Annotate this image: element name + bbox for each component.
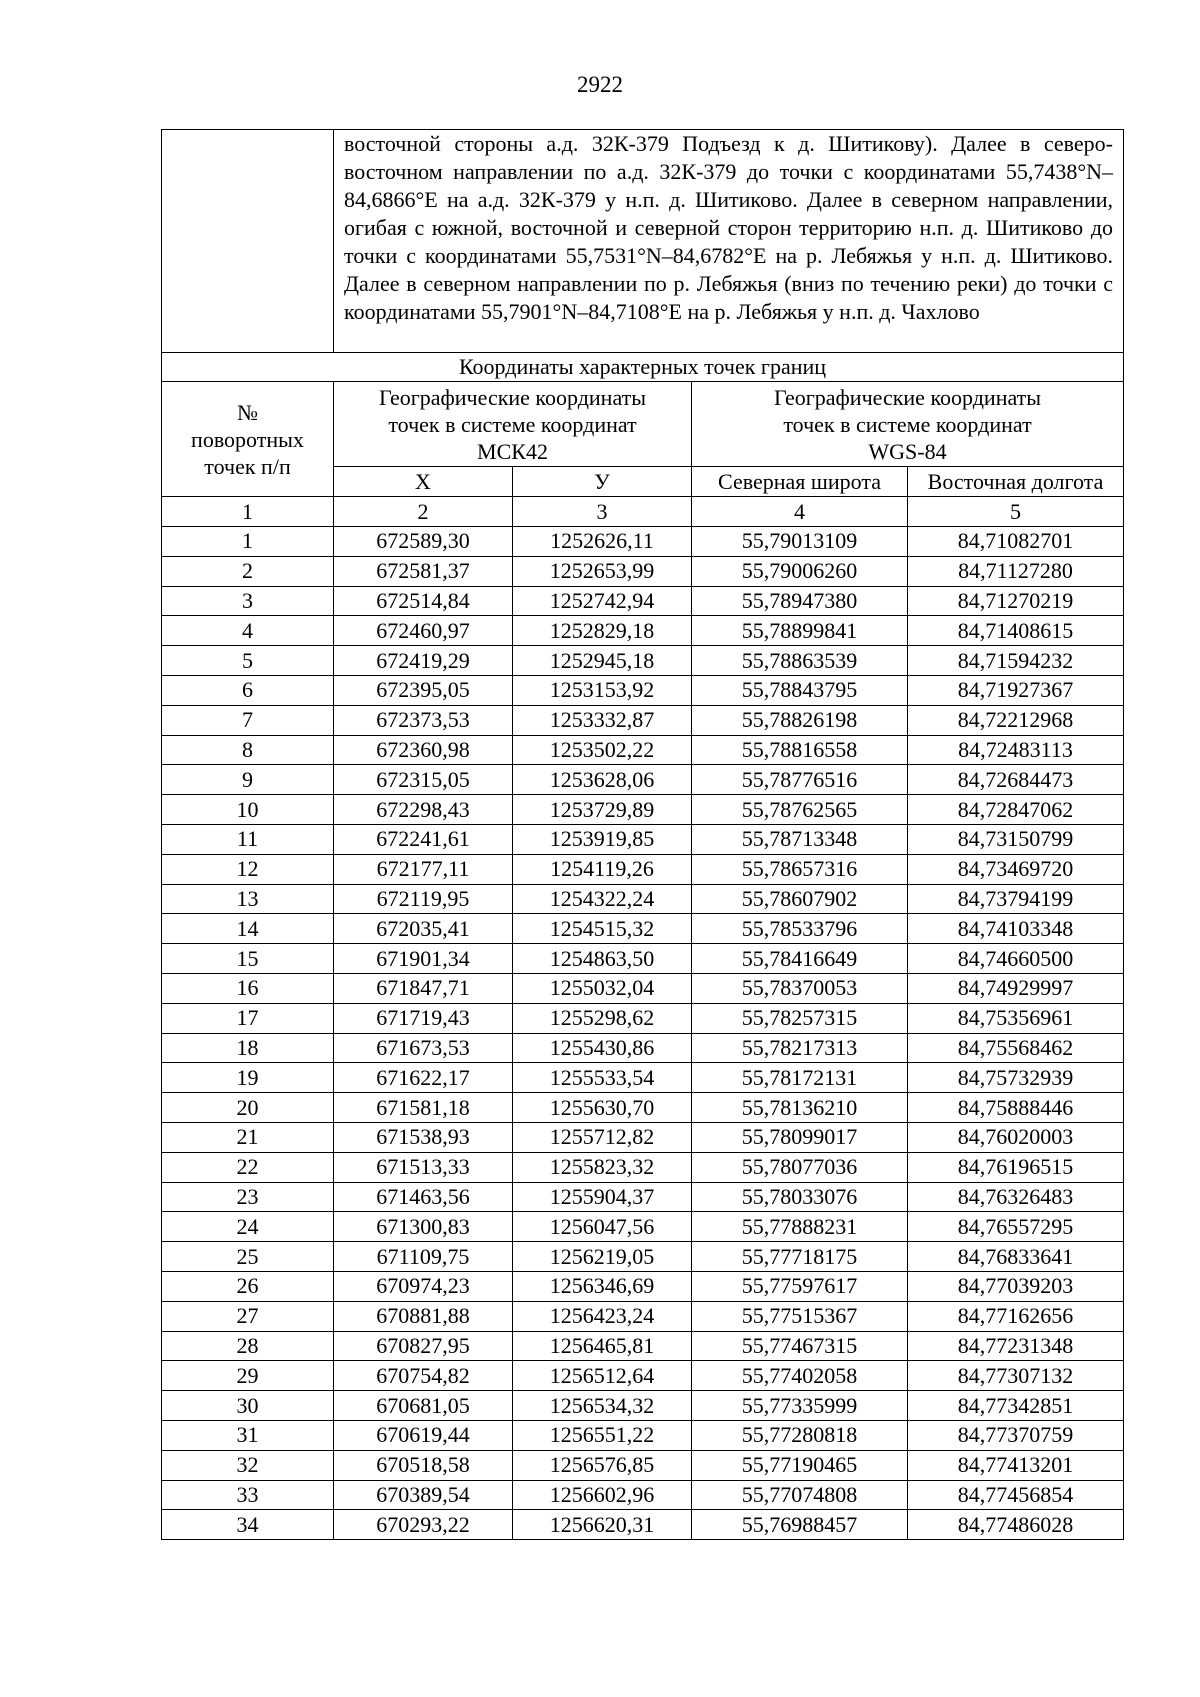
msk42-y-cell: 1254119,26 xyxy=(513,854,692,884)
msk42-y-cell: 1255032,04 xyxy=(513,973,692,1003)
latitude-cell: 55,79006260 xyxy=(692,556,908,586)
longitude-cell: 84,73794199 xyxy=(908,884,1124,914)
table-row xyxy=(162,556,1124,586)
longitude-cell: 84,71594232 xyxy=(908,646,1124,676)
longitude-cell: 84,74660500 xyxy=(908,944,1124,974)
point-number-cell: 12 xyxy=(162,854,334,884)
longitude-cell: 84,72847062 xyxy=(908,795,1124,825)
page-number: 2922 xyxy=(577,72,623,97)
point-number-cell: 2 xyxy=(162,556,334,586)
latitude-cell: 55,78826198 xyxy=(692,705,908,735)
column-number: 4 xyxy=(692,497,908,527)
msk42-x-cell: 672360,98 xyxy=(334,735,513,765)
longitude-cell: 84,77486028 xyxy=(908,1510,1124,1540)
longitude-cell: 84,77456854 xyxy=(908,1480,1124,1510)
msk42-x-cell: 672373,53 xyxy=(334,705,513,735)
point-number-cell: 16 xyxy=(162,973,334,1003)
table-row xyxy=(162,616,1124,646)
msk42-y-cell: 1254863,50 xyxy=(513,944,692,974)
msk42-x-cell: 671109,75 xyxy=(334,1242,513,1272)
msk42-x-cell: 671513,33 xyxy=(334,1152,513,1182)
longitude-cell: 84,72212968 xyxy=(908,705,1124,735)
msk42-y-cell: 1255298,62 xyxy=(513,1003,692,1033)
point-number-cell: 17 xyxy=(162,1003,334,1033)
msk42-y-cell: 1254515,32 xyxy=(513,914,692,944)
point-number-cell: 21 xyxy=(162,1122,334,1152)
longitude-cell: 84,75568462 xyxy=(908,1033,1124,1063)
msk42-y-cell: 1253729,89 xyxy=(513,795,692,825)
msk42-y-cell: 1256512,64 xyxy=(513,1361,692,1391)
table-row xyxy=(162,795,1124,825)
msk42-y-cell: 1252626,11 xyxy=(513,527,692,557)
msk42-y-cell: 1256534,32 xyxy=(513,1391,692,1421)
msk42-x-cell: 671847,71 xyxy=(334,973,513,1003)
point-number-cell: 24 xyxy=(162,1212,334,1242)
msk42-x-cell: 672035,41 xyxy=(334,914,513,944)
msk42-y-cell: 1256465,81 xyxy=(513,1331,692,1361)
latitude-cell: 55,78033076 xyxy=(692,1182,908,1212)
header-x: X xyxy=(334,467,513,497)
latitude-cell: 55,78762565 xyxy=(692,795,908,825)
table-row xyxy=(162,854,1124,884)
point-number-cell: 29 xyxy=(162,1361,334,1391)
msk42-y-cell: 1252742,94 xyxy=(513,586,692,616)
latitude-cell: 55,77467315 xyxy=(692,1331,908,1361)
table-row xyxy=(162,914,1124,944)
longitude-cell: 84,75356961 xyxy=(908,1003,1124,1033)
table-row xyxy=(162,1242,1124,1272)
longitude-cell: 84,77413201 xyxy=(908,1450,1124,1480)
latitude-cell: 55,77597617 xyxy=(692,1271,908,1301)
point-number-cell: 9 xyxy=(162,765,334,795)
msk42-x-cell: 670827,95 xyxy=(334,1331,513,1361)
table-row xyxy=(162,824,1124,854)
msk42-y-cell: 1253919,85 xyxy=(513,824,692,854)
table-row xyxy=(162,1063,1124,1093)
msk42-x-cell: 670293,22 xyxy=(334,1510,513,1540)
point-number-cell: 11 xyxy=(162,824,334,854)
point-number-cell: 26 xyxy=(162,1271,334,1301)
msk42-y-cell: 1252945,18 xyxy=(513,646,692,676)
msk42-y-cell: 1256576,85 xyxy=(513,1450,692,1480)
table-row xyxy=(162,735,1124,765)
msk42-x-cell: 671901,34 xyxy=(334,944,513,974)
table-row xyxy=(162,1331,1124,1361)
latitude-cell: 55,77335999 xyxy=(692,1391,908,1421)
coordinates-table xyxy=(161,129,1124,1540)
longitude-cell: 84,71927367 xyxy=(908,675,1124,705)
latitude-cell: 55,77402058 xyxy=(692,1361,908,1391)
msk42-x-cell: 672241,61 xyxy=(334,824,513,854)
latitude-cell: 55,78257315 xyxy=(692,1003,908,1033)
table-row xyxy=(162,884,1124,914)
longitude-cell: 84,71127280 xyxy=(908,556,1124,586)
latitude-cell: 55,78607902 xyxy=(692,884,908,914)
msk42-y-cell: 1255712,82 xyxy=(513,1122,692,1152)
header-wgs84: Географические координаты точек в системе координат WGS-84 xyxy=(692,382,1124,467)
point-number-cell: 13 xyxy=(162,884,334,914)
longitude-cell: 84,71408615 xyxy=(908,616,1124,646)
table-row xyxy=(162,1093,1124,1123)
longitude-cell: 84,77231348 xyxy=(908,1331,1124,1361)
latitude-cell: 55,78533796 xyxy=(692,914,908,944)
point-number-cell: 32 xyxy=(162,1450,334,1480)
msk42-y-cell: 1252653,99 xyxy=(513,556,692,586)
latitude-cell: 55,78099017 xyxy=(692,1122,908,1152)
msk42-x-cell: 670681,05 xyxy=(334,1391,513,1421)
longitude-cell: 84,77307132 xyxy=(908,1361,1124,1391)
column-number: 1 xyxy=(162,497,334,527)
point-number-cell: 3 xyxy=(162,586,334,616)
point-number-cell: 19 xyxy=(162,1063,334,1093)
table-row xyxy=(162,675,1124,705)
longitude-cell: 84,77162656 xyxy=(908,1301,1124,1331)
table-row xyxy=(162,1033,1124,1063)
table-row xyxy=(162,1480,1124,1510)
boundary-description: восточной стороны а.д. 32К-379 Подъезд к д. Шитикову). Далее в северо-восточном направлении по а.д. 32К-379 до точки с координатами 55,7438°N–84,6866°E на а.д. 32К-379 у н.п. д. Шитиково. Далее в северном направлении, огибая с южной, восточной и северной сторон территорию н.п. д. Шитиково до точки с координатами 55,7531°N–84,6782°E на р. Лебяжья у н.п. д. Шитиково. Далее в северном направлении по р. Лебяжья (вниз по течению реки) до точки с координатами 55,7901°N–84,7108°E на р. Лебяжья у н.п. д. Чахлово xyxy=(334,130,1124,353)
table-row xyxy=(162,527,1124,557)
msk42-y-cell: 1253628,06 xyxy=(513,765,692,795)
msk42-y-cell: 1256551,22 xyxy=(513,1420,692,1450)
column-number-row xyxy=(162,497,1124,527)
msk42-x-cell: 672589,30 xyxy=(334,527,513,557)
longitude-cell: 84,77039203 xyxy=(908,1271,1124,1301)
longitude-cell: 84,76326483 xyxy=(908,1182,1124,1212)
table-row xyxy=(162,1391,1124,1421)
longitude-cell: 84,76196515 xyxy=(908,1152,1124,1182)
msk42-y-cell: 1256620,31 xyxy=(513,1510,692,1540)
point-number-cell: 5 xyxy=(162,646,334,676)
msk42-x-cell: 672581,37 xyxy=(334,556,513,586)
longitude-cell: 84,74103348 xyxy=(908,914,1124,944)
table-row xyxy=(162,1212,1124,1242)
table-row xyxy=(162,944,1124,974)
msk42-y-cell: 1255533,54 xyxy=(513,1063,692,1093)
latitude-cell: 55,78899841 xyxy=(692,616,908,646)
latitude-cell: 55,77280818 xyxy=(692,1420,908,1450)
msk42-x-cell: 672419,29 xyxy=(334,646,513,676)
msk42-y-cell: 1254322,24 xyxy=(513,884,692,914)
latitude-cell: 55,78217313 xyxy=(692,1033,908,1063)
msk42-x-cell: 670881,88 xyxy=(334,1301,513,1331)
longitude-cell: 84,76020003 xyxy=(908,1122,1124,1152)
header-latitude: Северная широта xyxy=(692,467,908,497)
section-title: Координаты характерных точек границ xyxy=(162,353,1124,382)
point-number-cell: 25 xyxy=(162,1242,334,1272)
latitude-cell: 55,78863539 xyxy=(692,646,908,676)
longitude-cell: 84,73150799 xyxy=(908,824,1124,854)
msk42-y-cell: 1253332,87 xyxy=(513,705,692,735)
latitude-cell: 55,77074808 xyxy=(692,1480,908,1510)
msk42-x-cell: 672514,84 xyxy=(334,586,513,616)
msk42-x-cell: 672119,95 xyxy=(334,884,513,914)
point-number-cell: 20 xyxy=(162,1093,334,1123)
point-number-cell: 1 xyxy=(162,527,334,557)
point-number-cell: 6 xyxy=(162,675,334,705)
longitude-cell: 84,74929997 xyxy=(908,973,1124,1003)
column-number: 3 xyxy=(513,497,692,527)
table-row xyxy=(162,1003,1124,1033)
table-row xyxy=(162,586,1124,616)
point-number-cell: 18 xyxy=(162,1033,334,1063)
latitude-cell: 55,76988457 xyxy=(692,1510,908,1540)
msk42-x-cell: 671622,17 xyxy=(334,1063,513,1093)
msk42-x-cell: 670754,82 xyxy=(334,1361,513,1391)
msk42-x-cell: 671673,53 xyxy=(334,1033,513,1063)
point-number-cell: 34 xyxy=(162,1510,334,1540)
msk42-y-cell: 1256423,24 xyxy=(513,1301,692,1331)
point-number-cell: 28 xyxy=(162,1331,334,1361)
longitude-cell: 84,77342851 xyxy=(908,1391,1124,1421)
longitude-cell: 84,72483113 xyxy=(908,735,1124,765)
table-row xyxy=(162,1510,1124,1540)
msk42-x-cell: 672298,43 xyxy=(334,795,513,825)
point-number-cell: 8 xyxy=(162,735,334,765)
description-row xyxy=(162,130,1124,353)
msk42-y-cell: 1255630,70 xyxy=(513,1093,692,1123)
msk42-x-cell: 672395,05 xyxy=(334,675,513,705)
msk42-y-cell: 1256219,05 xyxy=(513,1242,692,1272)
table-row xyxy=(162,1301,1124,1331)
longitude-cell: 84,76833641 xyxy=(908,1242,1124,1272)
longitude-cell: 84,71082701 xyxy=(908,527,1124,557)
msk42-x-cell: 671581,18 xyxy=(334,1093,513,1123)
table-row xyxy=(162,1450,1124,1480)
msk42-x-cell: 671538,93 xyxy=(334,1122,513,1152)
msk42-x-cell: 672460,97 xyxy=(334,616,513,646)
point-number-cell: 10 xyxy=(162,795,334,825)
latitude-cell: 55,78713348 xyxy=(692,824,908,854)
longitude-cell: 84,77370759 xyxy=(908,1420,1124,1450)
latitude-cell: 55,78172131 xyxy=(692,1063,908,1093)
longitude-cell: 84,75732939 xyxy=(908,1063,1124,1093)
latitude-cell: 55,77888231 xyxy=(692,1212,908,1242)
longitude-cell: 84,75888446 xyxy=(908,1093,1124,1123)
section-title-row xyxy=(162,353,1124,382)
point-number-cell: 22 xyxy=(162,1152,334,1182)
point-number-cell: 23 xyxy=(162,1182,334,1212)
latitude-cell: 55,78370053 xyxy=(692,973,908,1003)
table-row xyxy=(162,1182,1124,1212)
latitude-cell: 55,78136210 xyxy=(692,1093,908,1123)
latitude-cell: 55,79013109 xyxy=(692,527,908,557)
msk42-y-cell: 1256047,56 xyxy=(513,1212,692,1242)
longitude-cell: 84,76557295 xyxy=(908,1212,1124,1242)
column-number: 2 xyxy=(334,497,513,527)
table-row xyxy=(162,1152,1124,1182)
table-row xyxy=(162,1420,1124,1450)
msk42-y-cell: 1256346,69 xyxy=(513,1271,692,1301)
header-msk42: Географические координаты точек в системе координат МСК42 xyxy=(334,382,692,467)
msk42-x-cell: 672315,05 xyxy=(334,765,513,795)
latitude-cell: 55,77190465 xyxy=(692,1450,908,1480)
msk42-x-cell: 671300,83 xyxy=(334,1212,513,1242)
latitude-cell: 55,78776516 xyxy=(692,765,908,795)
msk42-x-cell: 671463,56 xyxy=(334,1182,513,1212)
msk42-x-cell: 670619,44 xyxy=(334,1420,513,1450)
table-row xyxy=(162,765,1124,795)
point-number-cell: 7 xyxy=(162,705,334,735)
msk42-y-cell: 1252829,18 xyxy=(513,616,692,646)
table-row xyxy=(162,1361,1124,1391)
latitude-cell: 55,78816558 xyxy=(692,735,908,765)
point-number-cell: 30 xyxy=(162,1391,334,1421)
msk42-y-cell: 1255823,32 xyxy=(513,1152,692,1182)
longitude-cell: 84,71270219 xyxy=(908,586,1124,616)
latitude-cell: 55,78416649 xyxy=(692,944,908,974)
header-row xyxy=(162,382,1124,467)
latitude-cell: 55,78077036 xyxy=(692,1152,908,1182)
latitude-cell: 55,78657316 xyxy=(692,854,908,884)
latitude-cell: 55,78843795 xyxy=(692,675,908,705)
point-number-cell: 14 xyxy=(162,914,334,944)
msk42-y-cell: 1253502,22 xyxy=(513,735,692,765)
header-y: У xyxy=(513,467,692,497)
msk42-y-cell: 1256602,96 xyxy=(513,1480,692,1510)
point-number-cell: 27 xyxy=(162,1301,334,1331)
msk42-y-cell: 1255904,37 xyxy=(513,1182,692,1212)
msk42-y-cell: 1253153,92 xyxy=(513,675,692,705)
table-row xyxy=(162,705,1124,735)
msk42-x-cell: 672177,11 xyxy=(334,854,513,884)
header-longitude: Восточная долгота xyxy=(908,467,1124,497)
msk42-x-cell: 670974,23 xyxy=(334,1271,513,1301)
point-number-cell: 31 xyxy=(162,1420,334,1450)
longitude-cell: 84,73469720 xyxy=(908,854,1124,884)
latitude-cell: 55,78947380 xyxy=(692,586,908,616)
table-row xyxy=(162,973,1124,1003)
msk42-x-cell: 670389,54 xyxy=(334,1480,513,1510)
point-number-cell: 4 xyxy=(162,616,334,646)
table-row xyxy=(162,1271,1124,1301)
msk42-x-cell: 670518,58 xyxy=(334,1450,513,1480)
msk42-y-cell: 1255430,86 xyxy=(513,1033,692,1063)
point-number-cell: 33 xyxy=(162,1480,334,1510)
latitude-cell: 55,77515367 xyxy=(692,1301,908,1331)
msk42-x-cell: 671719,43 xyxy=(334,1003,513,1033)
description-blank-cell xyxy=(162,130,334,353)
header-point-no: № поворотных точек п/п xyxy=(162,382,334,497)
point-number-cell: 15 xyxy=(162,944,334,974)
column-number: 5 xyxy=(908,497,1124,527)
longitude-cell: 84,72684473 xyxy=(908,765,1124,795)
table-row xyxy=(162,1122,1124,1152)
latitude-cell: 55,77718175 xyxy=(692,1242,908,1272)
table-row xyxy=(162,646,1124,676)
